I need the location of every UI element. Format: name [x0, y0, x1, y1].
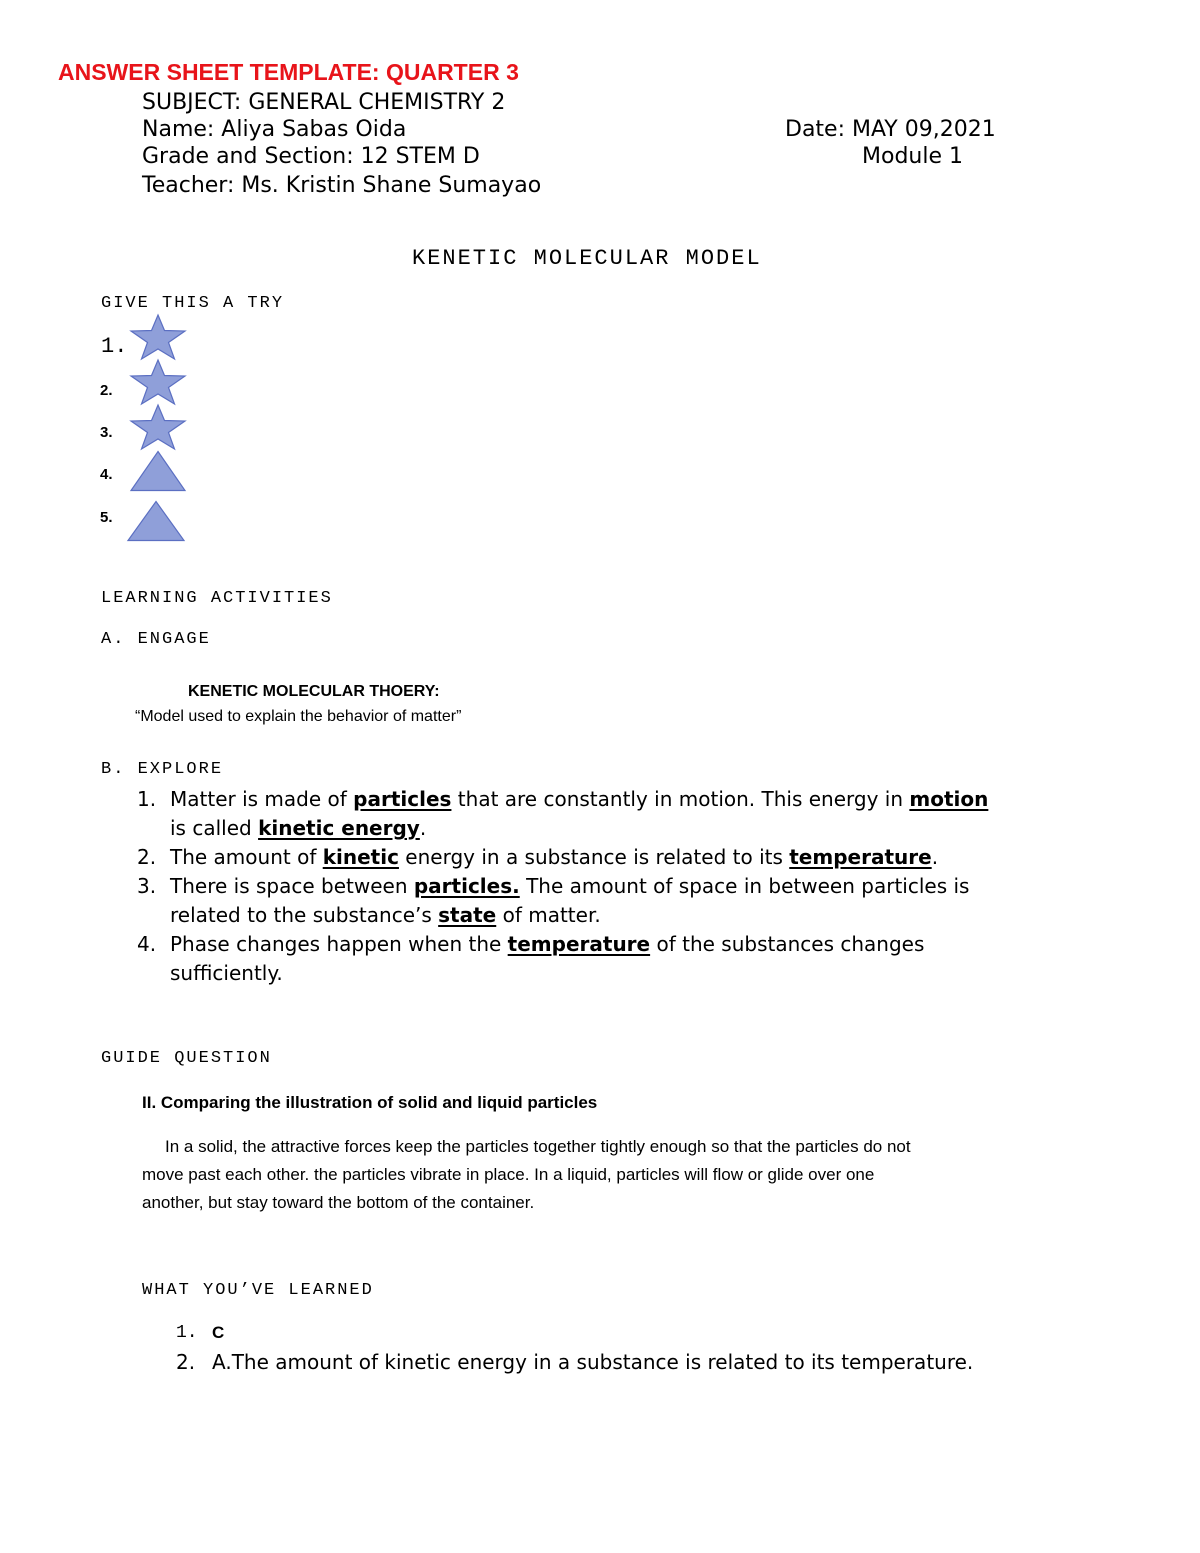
answer-blank: particles [353, 787, 452, 811]
give-this-a-try-heading: GIVE THIS A TRY [101, 294, 285, 313]
explore-item-4-line-2: sufficiently. [170, 961, 283, 985]
star-shape [128, 313, 188, 361]
engage-heading: A. ENGAGE [101, 630, 211, 649]
learning-activities-heading: LEARNING ACTIVITIES [101, 589, 333, 608]
learned-item-2-answer: A.The amount of kinetic energy in a substance is related to its temperature. [212, 1350, 974, 1374]
learned-item-number: 2. [176, 1350, 196, 1374]
answer-blank: kinetic energy [258, 816, 420, 840]
answer-blank: motion [909, 787, 989, 811]
teacher-line: Teacher: Ms. Kristin Shane Sumayao [142, 173, 542, 198]
triangle-shape [128, 450, 188, 492]
guide-question-subheading: II. Comparing the illustration of solid and liquid particles [142, 1093, 598, 1112]
explore-item-number: 2. [137, 845, 157, 869]
explore-item-3-line-2: related to the substance’s state of matter. [170, 903, 601, 927]
date-line: Date: MAY 09,2021 [785, 117, 996, 142]
module-label: Module 1 [862, 144, 963, 169]
explore-item-number: 3. [137, 874, 157, 898]
item-number: 3. [100, 424, 113, 441]
explore-item-number: 4. [137, 932, 157, 956]
guide-answer-line-2: move past each other. the particles vibrate in place. In a liquid, particles will flow or glide over one [142, 1165, 875, 1184]
student-name: Name: Aliya Sabas Oida [142, 117, 407, 142]
item-number: 4. [100, 466, 113, 483]
answer-blank: kinetic [322, 845, 399, 869]
explore-heading: B. EXPLORE [101, 760, 224, 779]
item-number: 5. [100, 509, 113, 526]
explore-item-2-line-1: The amount of kinetic energy in a substance is related to its temperature. [170, 845, 939, 869]
answer-blank: temperature [789, 845, 932, 869]
what-youve-learned-heading: WHAT YOU’VE LEARNED [142, 1281, 374, 1300]
explore-item-4-line-1: Phase changes happen when the temperature of the substances changes [170, 932, 925, 956]
answer-blank: state [438, 903, 497, 927]
guide-question-heading: GUIDE QUESTION [101, 1049, 272, 1068]
item-number: 1. [101, 334, 128, 359]
answer-blank: temperature [507, 932, 651, 956]
star-shape [128, 403, 188, 451]
engage-term: KENETIC MOLECULAR THOERY: [188, 683, 440, 700]
triangle-shape [125, 500, 187, 542]
guide-answer-line-3: another, but stay toward the bottom of the container. [142, 1193, 535, 1212]
engage-definition: “Model used to explain the behavior of matter” [135, 708, 462, 725]
explore-item-1-line-2: is called kinetic energy. [170, 816, 427, 840]
learned-item-number: 1. [176, 1323, 198, 1343]
guide-answer-line-1: In a solid, the attractive forces keep the particles together tightly enough so that the particles do not [165, 1137, 911, 1156]
main-title: KENETIC MOLECULAR MODEL [412, 246, 762, 271]
explore-item-3-line-1: There is space between particles. The amount of space in between particles is [170, 874, 970, 898]
star-shape [128, 358, 188, 406]
explore-item-1-line-1: Matter is made of particles that are constantly in motion. This energy in motion [170, 787, 989, 811]
document-title: ANSWER SHEET TEMPLATE: QUARTER 3 [58, 59, 519, 85]
item-number: 2. [100, 382, 113, 399]
learned-item-1-answer: C [212, 1323, 225, 1342]
grade-section: Grade and Section: 12 STEM D [142, 144, 480, 169]
answer-blank: particles. [413, 874, 520, 898]
explore-item-number: 1. [137, 787, 157, 811]
subject-line: SUBJECT: GENERAL CHEMISTRY 2 [142, 90, 506, 115]
